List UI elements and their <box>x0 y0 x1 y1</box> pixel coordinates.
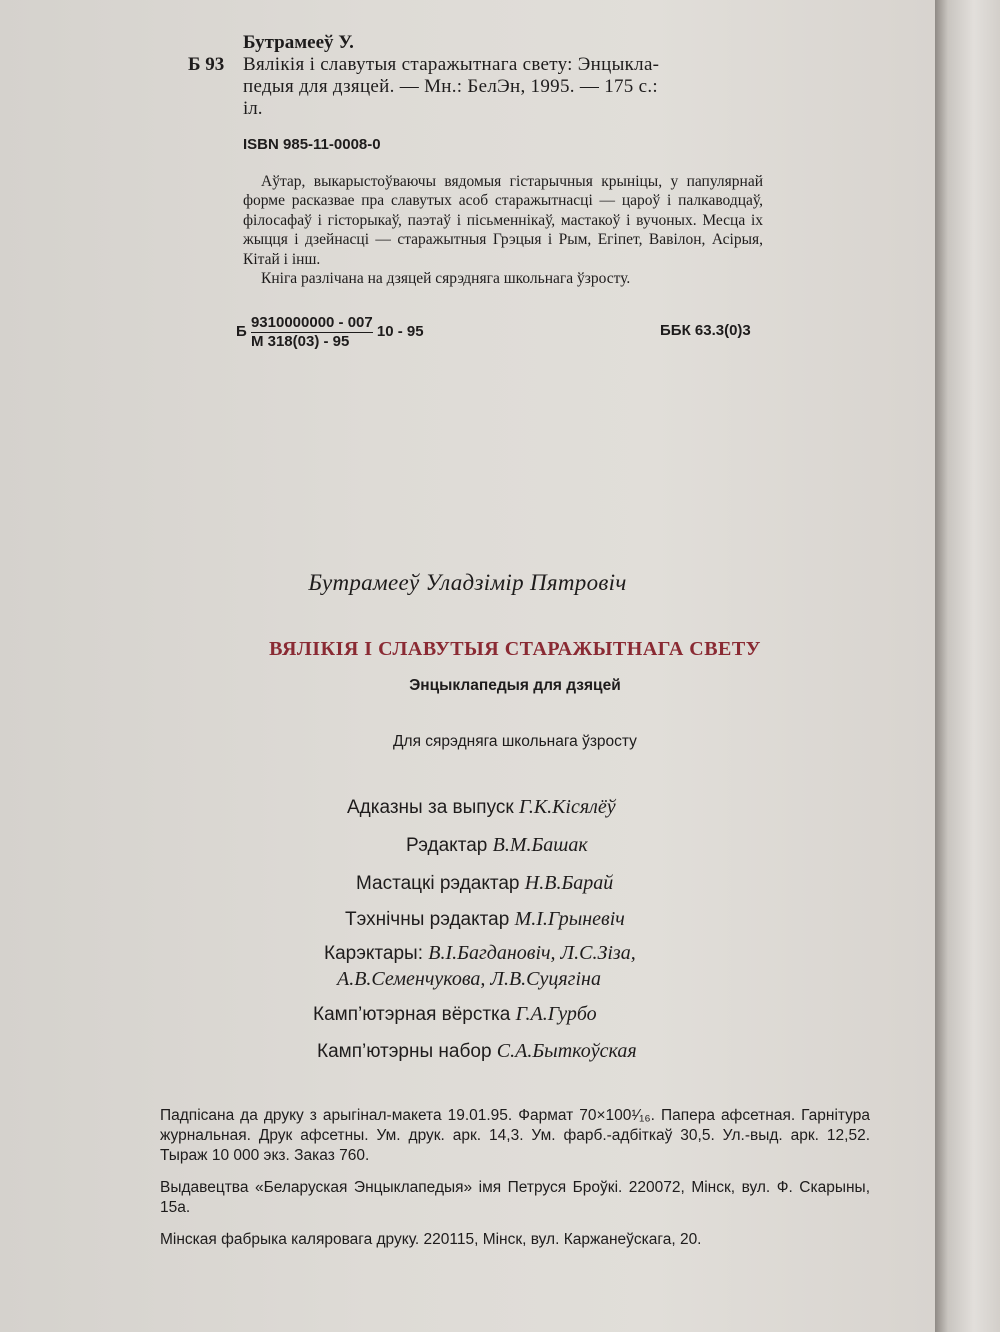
credit-line <box>337 968 601 991</box>
index-fraction <box>251 314 373 350</box>
credit-line <box>313 1003 597 1026</box>
bbk-code: ББК 63.3(0)3 <box>660 322 751 339</box>
index-prefix: Б <box>236 322 247 340</box>
catalog-title-line3: іл. <box>243 98 263 119</box>
isbn: ISBN 985-11-0008-0 <box>243 136 381 153</box>
audience-note: Для сярэдняга школьнага ўзросту <box>393 733 637 750</box>
annotation-text: Аўтар, выкарыстоўваючы вядомыя гістарычныя крыніцы, у папулярнай форме расказвае пра славутых асоб старажытнасці — цароў і палкаводцаў, філосафаў і гісторыкаў, паэтаў і пісьменнікаў, мастакоў і вучоных. Месца іх жыцця і дзейнасці — старажытныя Грэцыя і Рым, Егіпет, Вавілон, Асірыя, Кітай і інш. <box>243 173 763 268</box>
catalog-author: Бутрамееў У. <box>243 32 354 53</box>
catalog-title-line1: Вялікія і славутыя старажытнага свету: Энцыкла- <box>243 54 660 75</box>
index-suffix: 10 - 95 <box>376 322 424 340</box>
credit-role: Камп’ютэрная вёрстка <box>313 1004 511 1025</box>
index-denominator: М 318(03) - 95 <box>250 333 350 350</box>
credit-line <box>324 942 636 965</box>
credit-role: Мастацкі рэдактар <box>356 873 520 894</box>
credit-name: Н.В.Барай <box>524 872 614 894</box>
credit-role: Адказны за выпуск <box>347 797 514 818</box>
credit-name: А.В.Семенчукова, Л.В.Суцягіна <box>337 968 601 990</box>
credit-role: Тэхнічны рэдактар <box>345 909 510 930</box>
imprint-block <box>160 1106 870 1262</box>
credit-name: М.І.Грыневіч <box>514 908 625 930</box>
credit-line <box>345 908 625 931</box>
credit-role: Камп’ютэрны набор <box>317 1041 492 1062</box>
credit-name: С.А.Быткоўская <box>496 1040 637 1062</box>
catalog-code: Б 93 <box>188 54 225 75</box>
credit-line <box>406 834 588 857</box>
credit-name: Г.А.Гурбо <box>515 1003 597 1025</box>
credit-name: Г.К.Кісялёў <box>518 796 616 818</box>
book-subtitle: Энцыклапедыя для дзяцей <box>409 677 621 694</box>
printer-address: Мінская фабрыка каляровага друку. 220115, Мінск, вул. Каржанеўскага, 20. <box>160 1231 702 1248</box>
credit-line <box>356 872 613 895</box>
credit-line <box>347 796 616 819</box>
publisher-address: Выдавецтва «Беларуская Энцыклапедыя» імя Петруся Броўкі. 220072, Мінск, вул. Ф. Скарыны, 15а. <box>160 1179 870 1216</box>
credit-name: В.М.Башак <box>492 834 588 856</box>
credit-role: Рэдактар <box>406 835 488 856</box>
credit-line <box>317 1040 637 1063</box>
credit-role: Карэктары: <box>324 943 423 964</box>
author-full-name: Бутрамееў Уладзімір Пятровіч <box>308 570 627 595</box>
annotation-audience: Кніга разлічана на дзяцей сярэдняга школьнага ўзросту. <box>261 270 631 288</box>
print-details: Падпісана да друку з арыгінал-макета 19.01.95. Фармат 70×100¹⁄₁₆. Папера афсетная. Гарнітура журнальная. Друк афсетны. Ум. друк. арк. 14,3. Ум. фарб.-адбіткаў 30,5. Ул.-выд. арк. 12,52. Тыраж 10 000 экз. Заказ 760. <box>160 1107 870 1164</box>
book-title: ВЯЛІКІЯ І СЛАВУТЫЯ СТАРАЖЫТНАГА СВЕТУ <box>269 638 761 660</box>
index-numerator: 9310000000 - 007 <box>250 314 373 331</box>
catalog-index <box>236 314 424 350</box>
catalog-title-line2: педыя для дзяцей. — Мн.: БелЭн, 1995. — 175 с.: <box>243 76 659 97</box>
annotation <box>243 172 763 288</box>
credit-name: В.І.Багдановіч, Л.С.Зіза, <box>428 942 636 964</box>
page-edge <box>935 0 1000 1332</box>
